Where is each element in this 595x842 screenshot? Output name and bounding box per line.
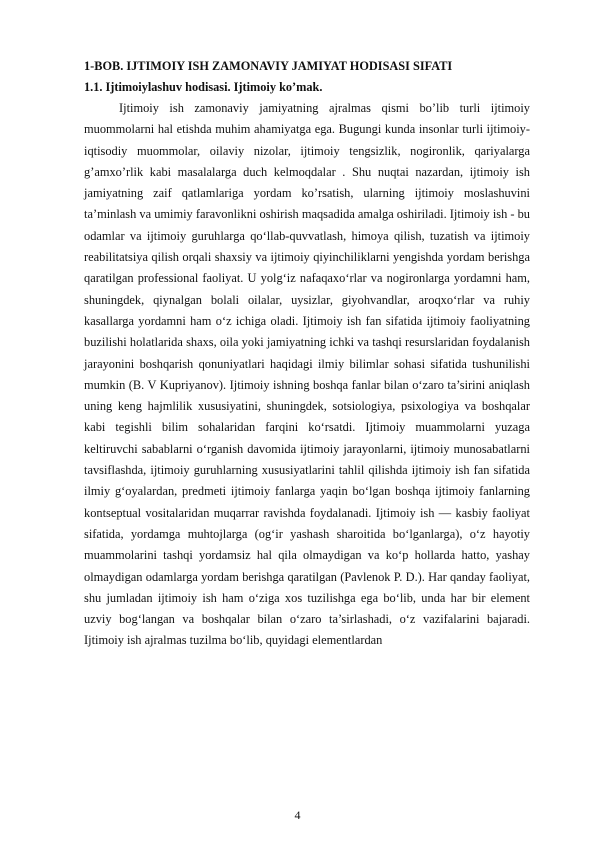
- chapter-heading: 1-BOB. IJTIMOIY ISH ZAMONAVIY JAMIYAT HODISASI SIFATI: [84, 59, 453, 73]
- section-heading: 1.1. Ijtimoiylashuv hodisasi. Ijtimoiy ko’mak.: [84, 80, 323, 94]
- page-number: 4: [294, 808, 301, 822]
- document-page: [84, 58, 530, 652]
- body-paragraph: Ijtimoiy ish zamonaviy jamiyatning ajralmas qismi bo’lib turli ijtimoiy muommolarni hal etishda muhim ahamiyatga ega. Bugungi kunda insonlar turli ijtimoiy-iqtisodiy muommolar, oilaviy nizolar, ijtimoiy tengsizlik, nogironlik, qariyalarga g’amxo’rlik kabi masalalarga duch kelmoqdalar . Shu nuqtai nazardan, ijtimoiy ish jamiyatning zaif qatlamlariga yordam ko’rsatish, ularning ijtimoiy moslashuvini ta’minlash va umimiy faravonlikni oshirish maqsadida amalga oshiriladi. Ijtimoiy ish - bu odamlar va ijtimoiy guruhlarga qo‘llab-quvvatlash, himoya qilish, tuzatish va ijtimoiy reabilitatsiya qilish orqali shaxsiy va ijtimoiy qiyinchiliklarni yengishda yordam berishga qaratilgan professional faoliyat. U yolg‘iz nafaqaxo‘rlar va nogironlarga yordamni ham, shuningdek, qiynalgan bolali oilalar, uysizlar, giyohvandlar, aroqxo‘rlar va ruhiy kasallarga yordamni ham o‘z ichiga oladi. Ijtimoiy ish fan sifatida ijtimoiy faoliyatning buzilishi holatlarida shaxs, oila yoki jamiyatning ichki va tashqi resurslaridan foydalanish jarayonini boshqarish qonuniyatlari haqidagi ilmiy bilimlar sohasi sifatida tushunilishi mumkin (B. V Kupriyanov). Ijtimoiy ishning boshqa fanlar bilan o‘zaro ta’sirini aniqlash uning keng hajmlilik xususiyatini, shuningdek, sotsiologiya, psixologiya va boshqalar kabi tegishli bilim sohalaridan farqini ko‘rsatdi. Ijtimoiy muammolarni yuzaga keltiruvchi sabablarni o‘rganish davomida ijtimoiy jarayonlarni, ijtimoiy munosabatlarni tavsiflashda, ijtimoiy guruhlarning xususiyatlarini tahlil qilishda ijtimoiy ish fan sifatida ilmiy g‘oyalardan, predmeti ijtimoiy fanlarga yaqin bo‘lgan boshqa ijtimoiy fanlarning kontseptual vositalaridan muqarrar ravishda foydalanadi. Ijtimoiy ish — kasbiy faoliyat sifatida, yordamga muhtojlarga (og‘ir yashash sharoitida bo‘lganlarga), o‘z hayotiy muammolarini tashqi yordamsiz hal qila olmaydigan va ko‘p hollarda hatto, yashay olmaydigan odamlarga yordam berishga qaratilgan (Pavlenok P. D.). Har qanday faoliyat, shu jumladan ijtimoiy ish ham o‘ziga xos tuzilishga ega bo‘lib, unda har bir element uzviy bog‘langan va boshqalar bilan o‘zaro ta’sirlashadi, o‘z vazifalarini bajaradi. Ijtimoiy ish ajralmas tuzilma bo‘lib, quyidagi elementlardan: [84, 101, 530, 648]
